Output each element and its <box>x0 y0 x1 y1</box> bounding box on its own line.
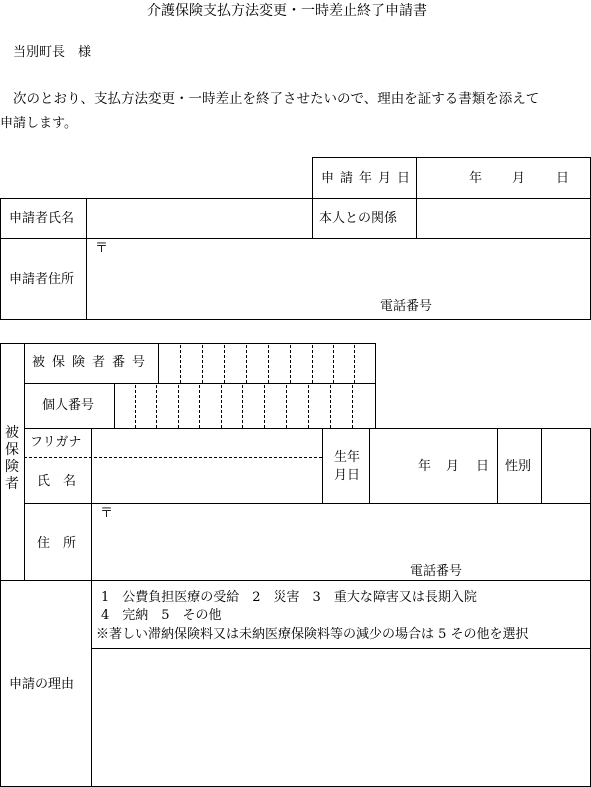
birth-date-day: 日 <box>476 459 490 474</box>
reason-options-line-1: 1 公費負担医療の受給 2 災害 3 重大な障害又は長期入院 <box>101 590 477 605</box>
application-date-month: 月 <box>512 171 526 186</box>
intro-line-2: 申請します。 <box>0 116 77 131</box>
reason-label: 申請の理由 <box>9 677 75 692</box>
insured-address-field[interactable] <box>93 505 589 579</box>
my-number-field[interactable] <box>116 385 374 427</box>
applicant-name-field[interactable] <box>88 200 311 237</box>
birth-date-label-1: 生年 <box>334 450 361 465</box>
birth-date-label-2: 月日 <box>334 468 361 483</box>
applicant-address-label: 申請者住所 <box>9 272 75 287</box>
form-title: 介護保険支払方法変更・一時差止終了申請書 <box>147 3 427 19</box>
applicant-phone-label: 電話番号 <box>380 299 433 314</box>
relation-label: 本人との関係 <box>319 211 398 226</box>
birth-date-year: 年 <box>418 459 432 474</box>
intro-line-1: 次のとおり、支払方法変更・一時差止を終了させたいので、理由を証する書類を添えて <box>13 91 540 107</box>
gender-label: 性別 <box>505 459 532 474</box>
application-date-year: 年 <box>469 171 483 186</box>
insured-address-label: 住 所 <box>37 536 77 551</box>
my-number-label: 個人番号 <box>42 398 95 413</box>
reason-detail-field[interactable] <box>93 650 589 785</box>
application-date-label: 申請年月日 <box>321 171 417 186</box>
gender-field[interactable] <box>543 430 589 502</box>
birth-date-month: 月 <box>446 459 460 474</box>
insured-name-label: 氏 名 <box>37 474 77 489</box>
insured-number-label: 被保険者番号 <box>32 355 153 370</box>
insured-number-field[interactable] <box>160 345 374 382</box>
insured-phone-label: 電話番号 <box>410 564 463 579</box>
addressee: 当別町長 様 <box>13 45 92 60</box>
application-date-day: 日 <box>556 171 570 186</box>
reason-options-line-2: 4 完納 5 その他 <box>101 608 222 623</box>
insured-side-label: 被保険者 <box>5 425 19 492</box>
insured-postal-mark: 〒 <box>100 506 114 521</box>
applicant-name-label: 申請者氏名 <box>9 211 75 226</box>
reason-note: ※著しい滞納保険料又は未納医療保険料等の減少の場合は 5 その他を選択 <box>96 627 529 642</box>
relation-field[interactable] <box>418 200 589 237</box>
furigana-label: フリガナ <box>30 435 82 450</box>
applicant-address-field[interactable] <box>88 240 589 318</box>
applicant-postal-mark: 〒 <box>95 241 109 256</box>
furigana-field[interactable] <box>93 430 321 456</box>
insured-name-field[interactable] <box>93 459 321 502</box>
birth-date-field[interactable] <box>371 430 496 502</box>
application-date-field[interactable] <box>418 159 589 197</box>
